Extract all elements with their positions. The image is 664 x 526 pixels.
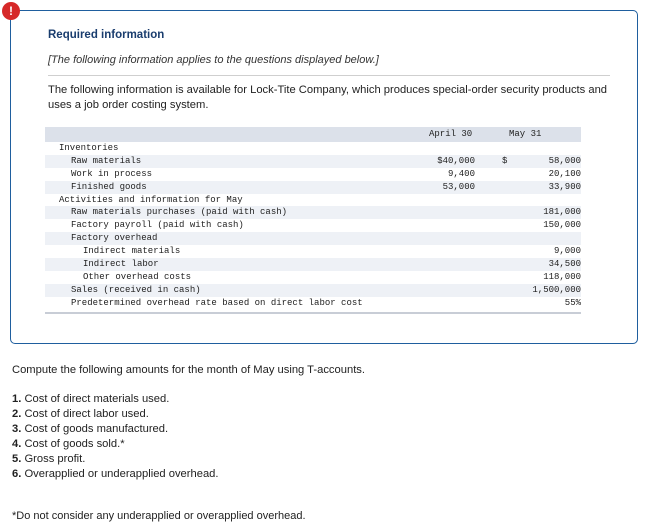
may-value: 150,000 — [543, 220, 581, 231]
question-number: 1. — [12, 393, 22, 405]
footnote: *Do not consider any underapplied or overapplied overhead. — [12, 510, 306, 522]
question-prompt: Compute the following amounts for the month of May using T-accounts. — [12, 364, 366, 376]
table-row — [45, 284, 581, 297]
may-value: 33,900 — [548, 181, 581, 192]
dollar-sign: $ — [502, 155, 508, 166]
column-header-april: April 30 — [429, 129, 473, 139]
row-label: Activities and information for May — [59, 194, 243, 205]
question-text: Gross profit. — [24, 453, 86, 465]
table-row — [45, 181, 581, 194]
row-label: Factory overhead — [71, 233, 158, 244]
row-label: Work in process — [71, 168, 153, 179]
card-divider — [48, 75, 610, 76]
table-row — [45, 155, 581, 168]
table-row — [45, 206, 581, 219]
row-label: Raw materials purchases (paid with cash) — [71, 207, 288, 218]
card-subtitle: [The following information applies to the questions displayed below.] — [48, 54, 379, 66]
list-item — [12, 467, 219, 482]
question-number: 5. — [12, 453, 22, 465]
intro-text: The following information is available for Lock-Tite Company, which produces special-order security products and uses a job order costing system. — [48, 84, 608, 111]
may-value: 181,000 — [543, 207, 581, 218]
may-value: 118,000 — [543, 271, 581, 282]
question-text: Cost of direct labor used. — [24, 408, 149, 420]
row-label: Predetermined overhead rate based on direct labor cost — [71, 297, 363, 308]
question-number: 2. — [12, 408, 22, 420]
question-number: 6. — [12, 468, 22, 480]
april-value: 9,400 — [447, 168, 475, 179]
row-label: Indirect materials — [83, 246, 181, 257]
list-item — [12, 452, 219, 467]
question-text: Cost of goods sold.* — [24, 438, 125, 450]
list-item — [12, 407, 219, 422]
table-row — [45, 297, 581, 310]
row-label: Factory payroll (paid with cash) — [71, 220, 244, 231]
column-header-may: May 31 — [509, 129, 542, 139]
april-value: 53,000 — [442, 181, 475, 192]
question-number: 3. — [12, 423, 22, 435]
row-label: Sales (received in cash) — [71, 284, 201, 295]
question-text: Cost of direct materials used. — [24, 393, 170, 405]
row-label: Indirect labor — [83, 259, 159, 270]
may-value: 58,000 — [548, 155, 581, 166]
table-bottom-border — [45, 312, 581, 314]
april-value: $40,000 — [437, 155, 475, 166]
table-row — [45, 232, 581, 245]
table-row — [45, 168, 581, 181]
table-row — [45, 194, 581, 207]
row-label: Finished goods — [71, 181, 147, 192]
may-value: 20,100 — [548, 168, 581, 179]
table-row — [45, 271, 581, 284]
table-row — [45, 258, 581, 271]
question-text: Cost of goods manufactured. — [24, 423, 169, 435]
may-value: 9,000 — [553, 246, 581, 257]
row-label: Inventories — [59, 143, 119, 153]
table-row — [45, 245, 581, 258]
may-value: 1,500,000 — [532, 284, 581, 295]
question-list — [12, 392, 219, 482]
list-item — [12, 392, 219, 407]
card-title: Required information — [48, 29, 165, 41]
may-value: 34,500 — [548, 259, 581, 270]
information-table — [45, 127, 581, 314]
table-header-row — [45, 127, 581, 142]
table-row — [45, 142, 581, 155]
alert-icon: ! — [2, 2, 20, 20]
row-label: Raw materials — [71, 155, 142, 166]
row-label: Other overhead costs — [83, 271, 192, 282]
question-text: Overapplied or underapplied overhead. — [24, 468, 219, 480]
question-number: 4. — [12, 438, 22, 450]
required-information-card — [10, 10, 638, 344]
list-item — [12, 422, 219, 437]
table-row — [45, 219, 581, 232]
may-value: 55% — [564, 297, 581, 308]
list-item — [12, 437, 219, 452]
